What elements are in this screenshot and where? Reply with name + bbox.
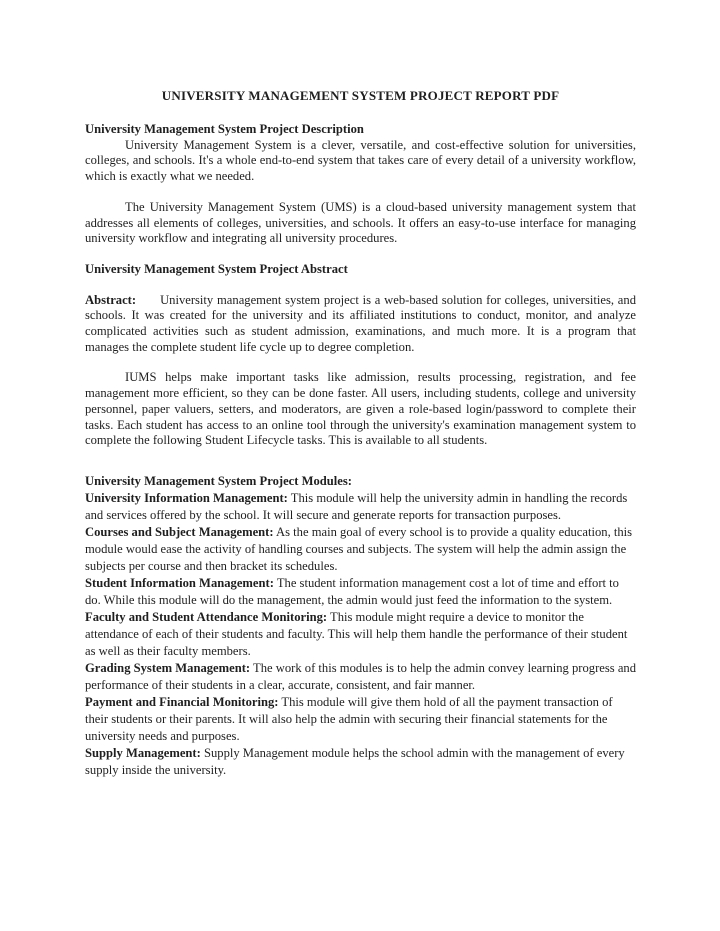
module-item [85,609,636,660]
module-text: Supply Management module helps the school admin with the management of every supply inside the university. [85,745,625,777]
module-item [85,575,636,609]
heading-modules: University Management System Project Modules: [85,473,352,488]
module-text: The student information management cost a lot of time and effort to do. While this module will do the management, the admin would just feed the information to the system. [85,575,619,607]
module-text: This module might require a device to monitor the attendance of each of their students and faculty. This will help them handle the performance of their student as well as their faculty members. [85,609,628,658]
abstract-label: Abstract: [85,292,137,307]
module-label: Student Information Management: [85,575,274,590]
module-text: This module will help the university admin in handling the records and services offered by the school. It will secure and generate reports for transaction purposes. [85,490,628,522]
heading-abstract: University Management System Project Abstract [85,261,348,276]
module-item [85,694,636,745]
module-label: University Information Management: [85,490,288,505]
module-label: Grading System Management: [85,660,251,675]
module-label: Supply Management: [85,745,201,760]
heading-description: University Management System Project Description [85,122,364,136]
module-text: As the main goal of every school is to provide a quality education, this module would ease the activity of handling courses and subjects. The system will help the admin assign the subjects per course and then bracket its schedules. [85,524,633,573]
abstract-paragraph-1 [85,293,636,356]
module-item [85,745,636,779]
description-paragraph-1: University Management System is a clever, versatile, and cost-effective solution for universities, colleges, and schools. It's a whole end-to-end system that takes care of every detail of a university workflow, which is exactly what we needed. [85,137,636,184]
module-label: Courses and Subject Management: [85,524,274,539]
abstract-text: University management system project is a web-based solution for colleges, universities, and schools. It was created for the university and its affiliated institutions to conduct, monitor, and analyze complicated activities such as student admission, examinations, and much more. It is a program that manages the complete student life cycle up to degree completion. [85,292,636,354]
abstract-paragraph-2: IUMS helps make important tasks like admission, results processing, registration, and fee management more efficient, so they can be done faster. All users, including students, college and university personnel, paper valuers, setters, and moderators, are given a role-based login/password to complete their tasks. Each student has access to an online tool through the university's examination management system to complete the following Student Lifecycle tasks. This is available to all students. [85,370,636,448]
document-title: UNIVERSITY MANAGEMENT SYSTEM PROJECT REPORT PDF [161,88,560,103]
module-label: Payment and Financial Monitoring: [85,694,279,709]
module-item [85,524,636,575]
module-text: The work of this modules is to help the admin convey learning progress and performance of their students in a clear, accurate, consistent, and fair manner. [85,660,637,692]
description-paragraph-2: The University Management System (UMS) is a cloud-based university management system that addresses all elements of colleges, universities, and schools. It offers an easy-to-use interface for managing university workflow and integrating all university procedures. [85,199,636,246]
module-label: Faculty and Student Attendance Monitoring: [85,609,328,624]
module-text: This module will give them hold of all the payment transaction of their students or their parents. It will also help the admin with securing their financial statements for the university needs and purposes. [85,694,613,743]
module-item [85,660,636,694]
module-item [85,490,636,524]
spacer [85,278,636,293]
